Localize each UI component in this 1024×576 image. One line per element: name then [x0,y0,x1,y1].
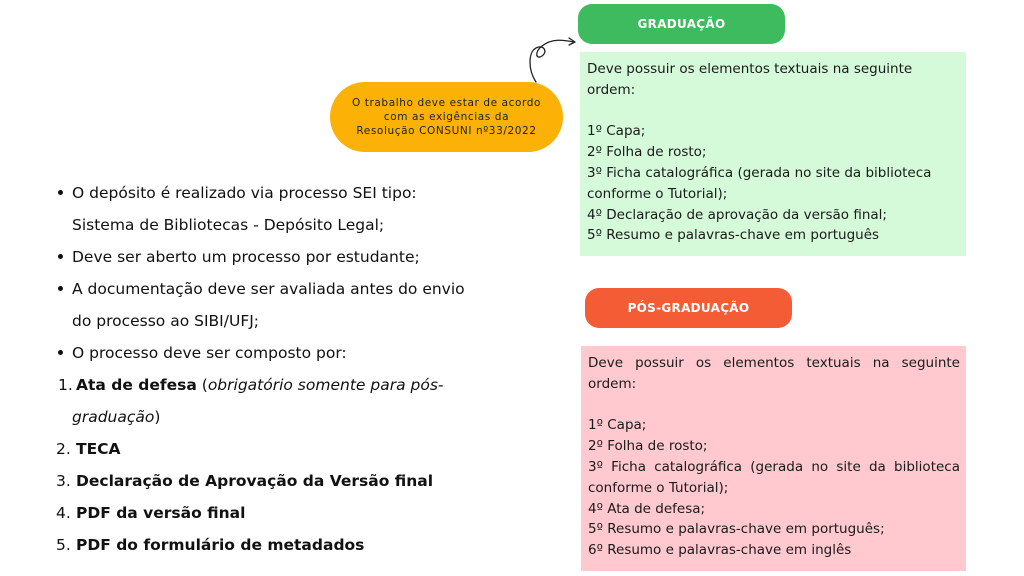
bullet-item [58,241,498,273]
box-item: conforme o Tutorial); [587,185,728,202]
bullet-item [58,337,498,369]
box-item: 6º Resumo e palavras-chave em inglês [588,542,852,559]
box-item: 1º Capa; [588,417,647,434]
box-intro: ordem: [587,81,636,98]
paren-open: ( [196,376,208,394]
bullet-icon [58,254,63,259]
item-number: 3. [56,472,71,490]
box-item: 5º Resumo e palavras-chave em português; [588,521,885,538]
box-item: 2º Folha de rosto; [588,438,708,455]
item-number: 5. [56,536,71,554]
bullet-text: O depósito é realizado via processo SEI tipo: [72,184,417,202]
callout-line: com as exigências da [383,111,510,123]
item-title: PDF da versão final [76,504,246,522]
callout-line: Resolução CONSUNI nº33/2022 [356,125,537,137]
pos-graduacao-badge: PÓS-GRADUAÇÃO [585,288,792,328]
bullet-text: Deve ser aberto um processo por estudante; [72,248,420,266]
item-title: PDF do formulário de metadados [76,536,365,554]
graduacao-badge: GRADUAÇÃO [578,4,785,44]
bullet-icon [58,350,63,355]
numbered-item [58,369,498,433]
paren-close: ) [154,408,161,426]
requirements-list [58,177,498,561]
box-intro: Deve possuir os elementos textuais na seguinte [588,355,960,371]
box-item: 5º Resumo e palavras-chave em português [587,227,880,244]
numbered-item [58,529,498,561]
box-item: 3º Ficha catalográfica (gerada no site da biblioteca [587,164,932,181]
box-intro: ordem: [588,375,637,392]
bullet-text: do processo ao SIBI/UFJ; [72,312,260,330]
numbered-item [58,497,498,529]
bullet-item [58,177,498,241]
bullet-text: A documentação deve ser avaliada antes do envio [72,280,465,298]
resolution-callout [330,82,563,152]
box-item: 4º Ata de defesa; [588,500,706,517]
box-item: 2º Folha de rosto; [587,144,707,161]
box-item: 3º Ficha catalográfica (gerada no site da biblioteca [588,458,960,475]
bullet-text: Sistema de Bibliotecas - Depósito Legal; [72,216,385,234]
box-item: conforme o Tutorial); [588,479,729,496]
item-title: Ata de defesa [76,376,197,394]
box-intro: Deve possuir os elementos textuais na seguinte [587,61,913,77]
box-item: 1º Capa; [587,123,646,140]
callout-line: O trabalho deve estar de acordo [351,97,542,109]
numbered-item [58,433,498,465]
item-number: 2. [56,440,71,458]
bullet-item [58,273,498,337]
item-title: Declaração de Aprovação da Versão final [76,472,434,490]
item-title: TECA [76,440,121,458]
box-item: 4º Declaração de aprovação da versão final; [587,206,887,223]
bullet-text: O processo deve ser composto por: [72,344,347,362]
item-number: 4. [56,504,71,522]
item-note: obrigatório somente para pós- [207,376,444,394]
graduacao-requirements-box [580,52,966,256]
pos-graduacao-requirements-box [581,346,966,571]
numbered-item [58,465,498,497]
item-number: 1. [58,376,73,394]
item-note: graduação [72,408,155,426]
bullet-icon [58,286,63,291]
bullet-icon [58,190,63,195]
